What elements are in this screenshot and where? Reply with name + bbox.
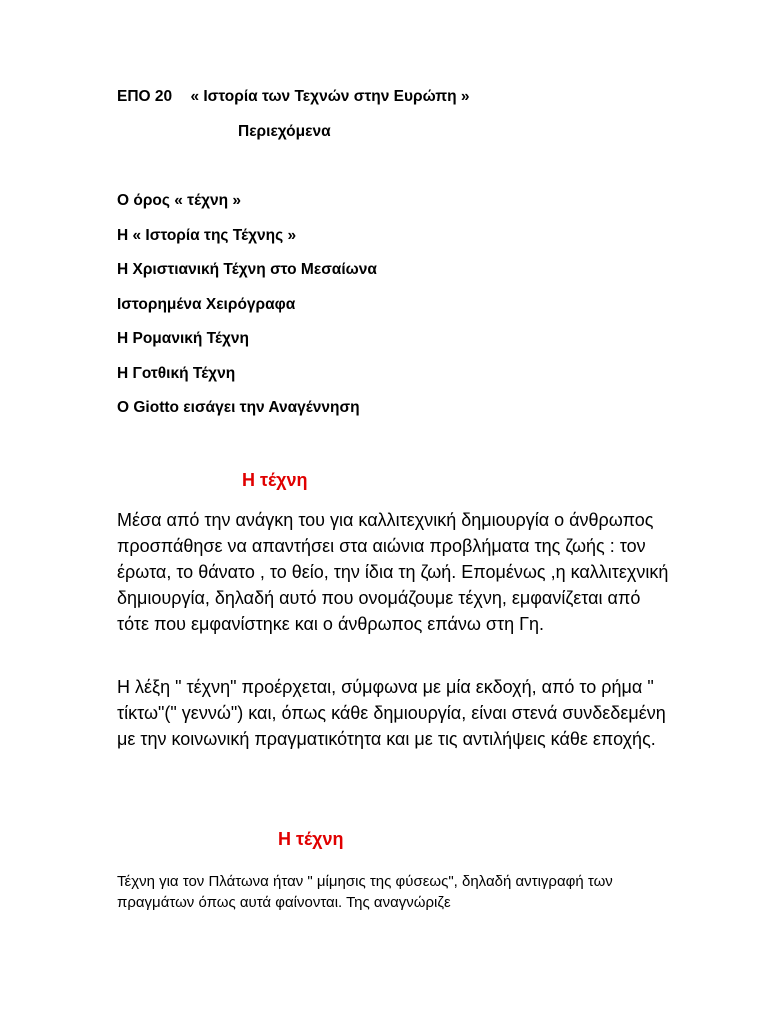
toc-item: Η Γοτθική Τέχνη [117,364,236,382]
paragraph: Τέχνη για τον Πλάτωνα ήταν " μίμησις της φύσεως", δηλαδή αντιγραφή των πραγμάτων όπως αυτά φαίνονται. Της αναγνώριζε [117,873,613,911]
toc-item: Η Ρομανική Τέχνη [117,330,249,347]
document-title [117,88,470,106]
paragraph: Μέσα από την ανάγκη του για καλλιτεχνική δημιουργία ο άνθρωπος προσπάθησε να απαντήσει στα αιώνια προβλήματα της ζωής : τον έρωτα, το θάνατο , το θείο, την ίδια τη ζωή. Επομένως ,η καλλιτεχνική δημιουργία, δηλαδή αυτό που ονομάζουμε τέχνη, εμφανίζεται από τότε που εμφανίστηκε και ο άνθρωπος επάνω στη Γη. [117,510,669,634]
toc-item: Ο όρος « τέχνη » [117,192,242,209]
toc-item: Η « Ιστορία της Τέχνης » [117,226,297,244]
paragraph: Η λέξη " τέχνη" προέρχεται, σύμφωνα με μία εκδοχή, από το ρήμα " τίκτω"(" γεννώ") και, όπως κάθε δημιουργία, είναι στενά συνδεδεμένη με την κοινωνική πραγματικότητα και με τις αντιλήψεις κάθε εποχής. [117,677,666,749]
table-of-contents [117,192,377,434]
course-title: « Ιστορία των Τεχνών στην Ευρώπη » [190,88,470,105]
section-heading: Η τέχνη [278,829,344,849]
section-heading: Η τέχνη [242,470,308,490]
contents-heading: Περιεχόμενα [238,123,331,140]
course-code: ΕΠΟ 20 [117,88,173,105]
toc-item: Ο Giotto εισάγει την Αναγέννηση [117,399,360,416]
toc-item: Η Χριστιανική Τέχνη στο Μεσαίωνα [117,261,377,278]
toc-item: Ιστορημένα Χειρόγραφα [117,295,296,313]
